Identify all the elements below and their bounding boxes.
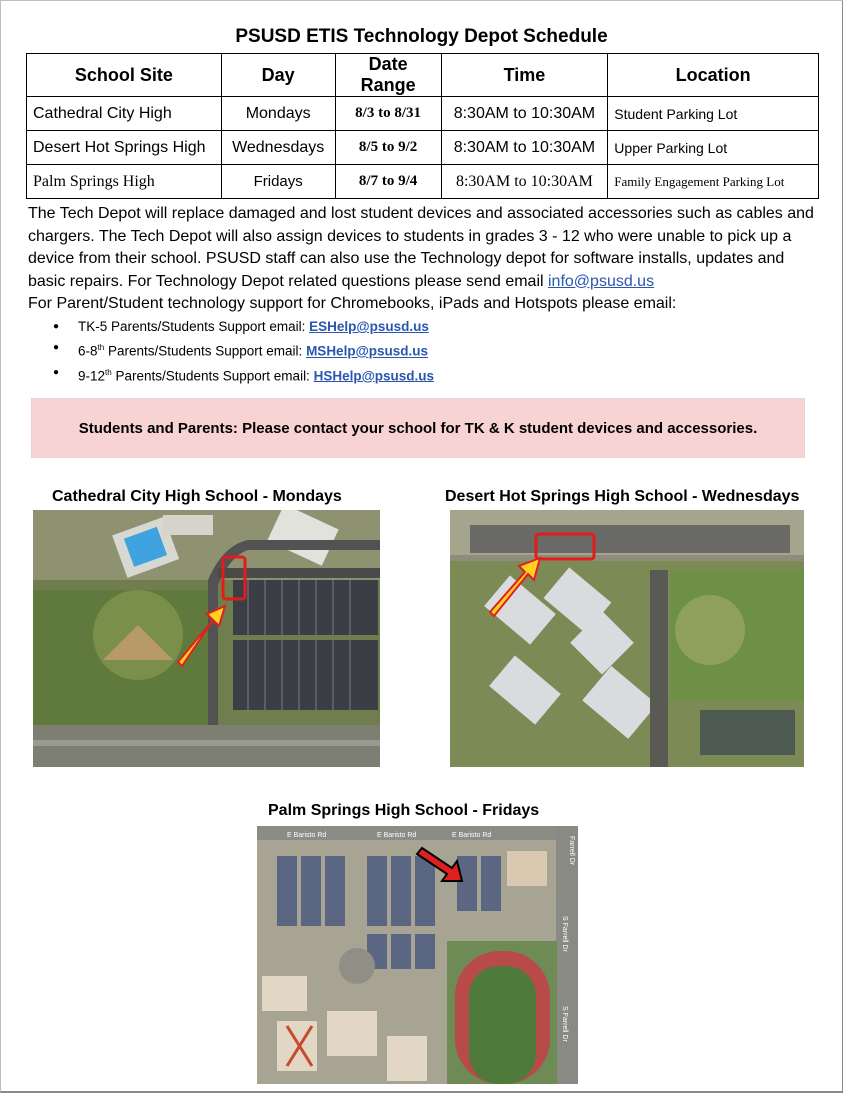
header-day: Day	[221, 54, 335, 97]
cell-school: Palm Springs High	[27, 165, 222, 199]
tk-k-notice-banner	[31, 398, 805, 458]
support-email-list	[53, 316, 434, 386]
cell-date-range: 8/3 to 8/31	[335, 97, 441, 131]
notice-text: Students and Parents: Please contact your school for TK & K student devices and accessories.	[78, 419, 758, 437]
list-item	[53, 337, 434, 362]
tech-depot-description	[28, 203, 823, 316]
ordinal-suffix: th	[97, 343, 105, 352]
palm-springs-aerial-map	[257, 826, 578, 1084]
road-label: E Baristo Rd	[377, 832, 417, 839]
description-text: The Tech Depot will replace damaged and lost student devices and associated accessories such as cables and chargers. The Tech Depot will also assign devices to students in grades 3 - 12 who were unable to pick up a device from their school. PSUSD staff can also use the Technology depot for software installs, updates and basic repairs. For Technology Depot related questions please send email	[28, 205, 814, 290]
table-row	[27, 97, 819, 131]
cathedral-city-aerial-map	[33, 510, 380, 767]
grade-range: 9-12	[78, 368, 106, 383]
road-label: Farrell Dr	[568, 836, 575, 866]
hs-help-email-link[interactable]: HSHelp@psusd.us	[313, 368, 435, 383]
list-item	[53, 316, 434, 337]
grade-range: TK-5	[78, 319, 108, 334]
table-header-row	[27, 54, 819, 97]
table-row	[27, 165, 819, 199]
list-item	[53, 362, 434, 387]
cell-date-range: 8/5 to 9/2	[335, 131, 441, 165]
header-time: Time	[441, 54, 608, 97]
header-date-range: Date Range	[335, 54, 441, 97]
info-email-link[interactable]: info@psusd.us	[548, 272, 655, 290]
ms-help-email-link[interactable]: MSHelp@psusd.us	[306, 343, 428, 359]
desert-hot-springs-aerial-map	[450, 510, 804, 767]
cell-location: Family Engagement Parking Lot	[608, 165, 819, 199]
cell-day: Wednesdays	[221, 131, 335, 165]
header-school-site: School Site	[27, 54, 222, 97]
support-label: Parents/Students Support email:	[107, 319, 310, 334]
header-location: Location	[608, 54, 819, 97]
cell-time: 8:30AM to 10:30AM	[441, 131, 608, 165]
road-label: E Baristo Rd	[452, 832, 492, 839]
cell-day: Mondays	[221, 97, 335, 131]
table-row	[27, 131, 819, 165]
ordinal-suffix: th	[105, 367, 112, 377]
support-label: Parents/Students Support email:	[111, 368, 314, 383]
cell-time: 8:30AM to 10:30AM	[441, 97, 608, 131]
road-label: E Baristo Rd	[287, 832, 327, 839]
support-intro: For Parent/Student technology support for Chromebooks, iPads and Hotspots please email:	[28, 295, 677, 312]
road-label: S Farrell Dr	[561, 1006, 568, 1042]
cell-location: Upper Parking Lot	[608, 131, 819, 165]
schedule-table	[26, 53, 819, 199]
cell-school: Cathedral City High	[27, 97, 222, 131]
cell-date-range: 8/7 to 9/4	[335, 165, 441, 199]
cathedral-map-caption: Cathedral City High School - Mondays	[52, 488, 342, 505]
grade-range: 6-8	[78, 343, 98, 359]
desert-map-caption: Desert Hot Springs High School - Wednesdays	[445, 488, 800, 505]
support-label: Parents/Students Support email:	[104, 343, 307, 359]
cell-school: Desert Hot Springs High	[27, 131, 222, 165]
page-title: PSUSD ETIS Technology Depot Schedule	[235, 26, 608, 47]
cell-time: 8:30AM to 10:30AM	[441, 165, 608, 199]
palm-map-caption: Palm Springs High School - Fridays	[268, 802, 540, 819]
road-label: S Farrell Dr	[561, 916, 568, 952]
es-help-email-link[interactable]: ESHelp@psusd.us	[309, 319, 429, 334]
cell-location: Student Parking Lot	[608, 97, 819, 131]
cell-day: Fridays	[221, 165, 335, 199]
